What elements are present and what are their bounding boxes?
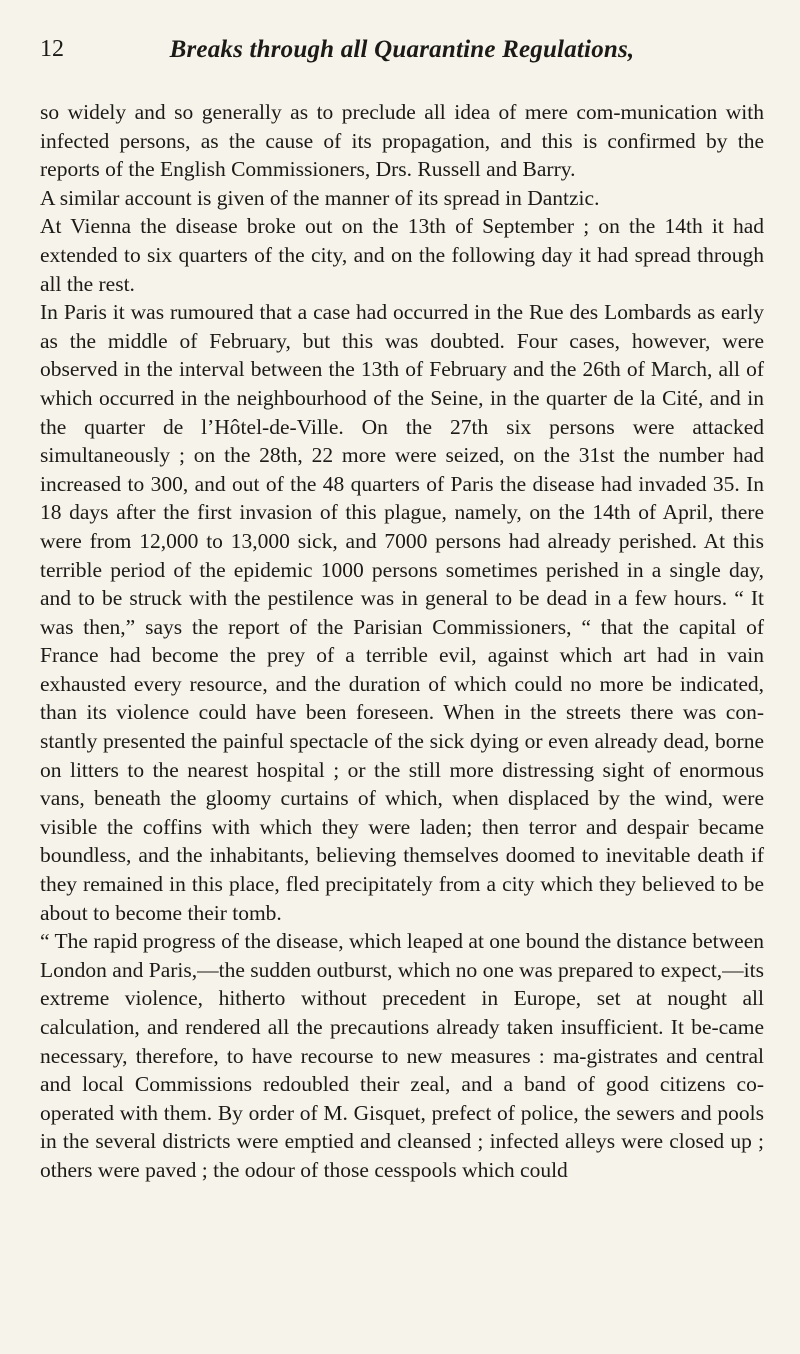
running-title: Breaks through all Quarantine Regulations, [169,36,635,63]
paragraph-5: “ The rapid progress of the disease, which leaped at one bound the distance between London and Paris,—the sudden outburst, which no one was prepared to expect,—its extreme violence, hitherto without precedent in Europe, set at nought all calculation, and rendered all the precautions already taken insufficient. It be-came necessary, therefore, to have recourse to new measures : ma-gistrates and central and local Commissions redoubled their zeal, and a band of good citizens co-operated with them. By order of M. Gisquet, prefect of police, the sewers and pools in the several districts were emptied and cleansed ; infected alleys were closed up ; others were paved ; the odour of those cesspools which could [40,929,764,1182]
running-head [40,36,764,76]
body-text [40,98,764,1185]
paragraph-4: In Paris it was rumoured that a case had occurred in the Rue des Lombards as early as the middle of February, but this was doubted. Four cases, however, were observed in the interval between the 13th of February and the 26th of March, all of which occurred in the neighbourhood of the Seine, in the quarter de la Cité, and in the quarter de l’Hôtel-de-Ville. On the 27th six persons were attacked simultaneously ; on the 28th, 22 more were seized, on the 31st the number had increased to 300, and out of the 48 quarters of Paris the disease had invaded 35. In 18 days after the first invasion of this plague, namely, on the 14th of April, there were from 12,000 to 13,000 sick, and 7000 persons had already perished. At this terrible period of the epidemic 1000 persons sometimes perished in a single day, and to be struck with the pestilence was in general to be dead in a few hours. “ It was then,” says the report of the Parisian Commissioners, “ that the capital of France had become the prey of a terrible evil, against which art had in vain exhausted every resource, and the duration of which could no more be indicated, than its violence could have been foreseen. When in the streets there was con-stantly presented the painful spectacle of the sick dying or even already dead, borne on litters to the nearest hospital ; or the still more distressing sight of enormous vans, beneath the gloomy curtains of which, when displaced by the wind, were visible the coffins with which they were laden; then terror and despair became boundless, and the inhabitants, believing themselves doomed to inevitable death if they remained in this place, fled precipitately from a city which they believed to be about to become their tomb. [40,300,764,925]
page-number: 12 [40,36,64,62]
paragraph-3: At Vienna the disease broke out on the 13th of September ; on the 14th it had extended to six quarters of the city, and on the following day it had spread through all the rest. [40,214,764,296]
paragraph-2: A similar account is given of the manner of its spread in Dantzic. [40,185,600,210]
paragraph-1: so widely and so generally as to preclude all idea of mere com-munication with infected persons, as the cause of its propagation, and this is confirmed by the reports of the English Commissioners, Drs. Russell and Barry. [40,100,764,182]
